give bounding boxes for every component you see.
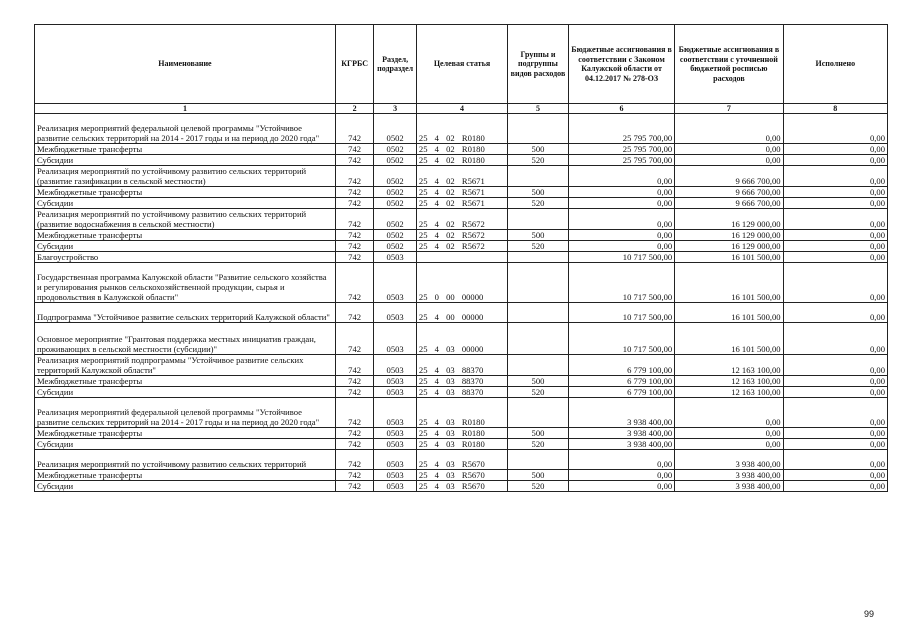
- row-group: [508, 263, 569, 303]
- row-plan: 16 101 500,00: [675, 323, 783, 355]
- row-plan: 0,00: [675, 155, 783, 166]
- col-number: 8: [783, 104, 887, 114]
- table-row: [35, 241, 888, 252]
- row-group: 500: [508, 144, 569, 155]
- row-section: 0503: [374, 439, 417, 450]
- row-done: 0,00: [783, 263, 887, 303]
- row-group: [508, 355, 569, 376]
- row-name: Реализация мероприятий по устойчивому развитию сельских территорий (развитие водоснабжения в сельской местности): [35, 209, 336, 230]
- row-target: 25 4 03 R5670: [416, 481, 507, 492]
- row-law: 3 938 400,00: [568, 439, 674, 450]
- col-number: 3: [374, 104, 417, 114]
- row-target: 25 4 02 R5672: [416, 209, 507, 230]
- row-section: 0502: [374, 166, 417, 187]
- table-row: [35, 470, 888, 481]
- row-law: 0,00: [568, 450, 674, 470]
- header-kgrbs: КГРБС: [335, 25, 373, 104]
- row-target: 25 4 02 R0180: [416, 114, 507, 144]
- row-section: 0503: [374, 303, 417, 323]
- row-section: 0503: [374, 323, 417, 355]
- row-group: [508, 450, 569, 470]
- row-section: 0502: [374, 230, 417, 241]
- table-row: [35, 209, 888, 230]
- row-target: 25 4 03 R5670: [416, 470, 507, 481]
- row-plan: 3 938 400,00: [675, 470, 783, 481]
- row-plan: 0,00: [675, 439, 783, 450]
- row-target: 25 4 02 R5671: [416, 187, 507, 198]
- row-name: Межбюджетные трансферты: [35, 187, 336, 198]
- row-group: 520: [508, 439, 569, 450]
- row-kgrbs: 742: [335, 398, 373, 428]
- col-number: 4: [416, 104, 507, 114]
- row-name: Реализация мероприятий федеральной целевой программы "Устойчивое развитие сельских территорий на 2014 - 2017 годы и на период до 2020 года": [35, 114, 336, 144]
- row-group: [508, 252, 569, 263]
- table-body: [35, 114, 888, 492]
- row-law: 10 717 500,00: [568, 323, 674, 355]
- row-law: 6 779 100,00: [568, 376, 674, 387]
- row-done: 0,00: [783, 209, 887, 230]
- row-kgrbs: 742: [335, 450, 373, 470]
- row-law: 0,00: [568, 241, 674, 252]
- header-target: Целевая статья: [416, 25, 507, 104]
- row-section: 0503: [374, 481, 417, 492]
- row-group: 520: [508, 387, 569, 398]
- row-name: Благоустройство: [35, 252, 336, 263]
- row-name: Реализация мероприятий федеральной целевой программы "Устойчивое развитие сельских территорий на 2014 - 2017 годы и на период до 2020 года": [35, 398, 336, 428]
- row-target: 25 4 03 88370: [416, 355, 507, 376]
- table-row: [35, 198, 888, 209]
- row-plan: 16 101 500,00: [675, 263, 783, 303]
- row-target: 25 4 02 R5671: [416, 198, 507, 209]
- col-number: 7: [675, 104, 783, 114]
- row-law: 25 795 700,00: [568, 144, 674, 155]
- row-section: 0503: [374, 470, 417, 481]
- row-law: 0,00: [568, 198, 674, 209]
- budget-table: [34, 24, 888, 492]
- row-done: 0,00: [783, 481, 887, 492]
- row-law: 0,00: [568, 166, 674, 187]
- row-done: 0,00: [783, 241, 887, 252]
- header-law: Бюджетные ассигнования в соответствии с Законом Калужской области от 04.12.2017 № 278-ОЗ: [568, 25, 674, 104]
- table-row: [35, 166, 888, 187]
- col-number: 5: [508, 104, 569, 114]
- row-name: Субсидии: [35, 481, 336, 492]
- row-group: [508, 166, 569, 187]
- row-name: Межбюджетные трансферты: [35, 376, 336, 387]
- row-plan: 9 666 700,00: [675, 187, 783, 198]
- table-row: [35, 187, 888, 198]
- row-target: 25 0 00 00000: [416, 263, 507, 303]
- row-law: 6 779 100,00: [568, 387, 674, 398]
- row-section: 0503: [374, 252, 417, 263]
- row-kgrbs: 742: [335, 198, 373, 209]
- row-group: 500: [508, 470, 569, 481]
- row-target: 25 4 03 88370: [416, 376, 507, 387]
- header-name: Наименование: [35, 25, 336, 104]
- row-section: 0503: [374, 398, 417, 428]
- row-kgrbs: 742: [335, 481, 373, 492]
- row-kgrbs: 742: [335, 303, 373, 323]
- row-kgrbs: 742: [335, 252, 373, 263]
- row-section: 0503: [374, 387, 417, 398]
- row-done: 0,00: [783, 450, 887, 470]
- header-section: Раздел, подраздел: [374, 25, 417, 104]
- row-section: 0502: [374, 198, 417, 209]
- row-law: 25 795 700,00: [568, 155, 674, 166]
- row-law: 10 717 500,00: [568, 263, 674, 303]
- row-group: [508, 114, 569, 144]
- row-target: 25 4 02 R0180: [416, 144, 507, 155]
- table-row: [35, 439, 888, 450]
- row-name: Реализация мероприятий подпрограммы "Устойчивое развитие сельских территорий Калужской области": [35, 355, 336, 376]
- row-section: 0503: [374, 355, 417, 376]
- row-group: 520: [508, 241, 569, 252]
- row-name: Основное мероприятие "Грантовая поддержка местных инициатив граждан, проживающих в сельской местности (субсидии)": [35, 323, 336, 355]
- row-done: 0,00: [783, 155, 887, 166]
- row-target: 25 4 02 R5671: [416, 166, 507, 187]
- row-kgrbs: 742: [335, 144, 373, 155]
- row-name: Межбюджетные трансферты: [35, 470, 336, 481]
- row-kgrbs: 742: [335, 166, 373, 187]
- row-name: Субсидии: [35, 155, 336, 166]
- row-group: 500: [508, 187, 569, 198]
- table-row: [35, 323, 888, 355]
- row-kgrbs: 742: [335, 187, 373, 198]
- row-kgrbs: 742: [335, 114, 373, 144]
- row-done: 0,00: [783, 470, 887, 481]
- row-law: 0,00: [568, 481, 674, 492]
- row-section: 0502: [374, 187, 417, 198]
- row-law: 0,00: [568, 187, 674, 198]
- row-kgrbs: 742: [335, 470, 373, 481]
- row-plan: 0,00: [675, 398, 783, 428]
- row-target: 25 4 02 R5672: [416, 230, 507, 241]
- row-kgrbs: 742: [335, 376, 373, 387]
- row-plan: 16 129 000,00: [675, 230, 783, 241]
- row-kgrbs: 742: [335, 155, 373, 166]
- col-number: 2: [335, 104, 373, 114]
- row-law: 0,00: [568, 209, 674, 230]
- row-target: 25 4 03 00000: [416, 323, 507, 355]
- row-group: [508, 303, 569, 323]
- row-name: Государственная программа Калужской области "Развитие сельского хозяйства и регулирования рынков сельскохозяйственной продукции, сырья и продовольствия в Калужской области": [35, 263, 336, 303]
- row-law: 0,00: [568, 470, 674, 481]
- row-group: [508, 209, 569, 230]
- row-target: 25 4 03 R0180: [416, 428, 507, 439]
- row-kgrbs: 742: [335, 241, 373, 252]
- row-group: 500: [508, 230, 569, 241]
- row-plan: 3 938 400,00: [675, 450, 783, 470]
- row-name: Субсидии: [35, 387, 336, 398]
- row-target: 25 4 03 88370: [416, 387, 507, 398]
- table-row: [35, 263, 888, 303]
- row-name: Субсидии: [35, 198, 336, 209]
- row-done: 0,00: [783, 323, 887, 355]
- row-target: 25 4 02 R0180: [416, 155, 507, 166]
- row-plan: 3 938 400,00: [675, 481, 783, 492]
- row-group: 500: [508, 428, 569, 439]
- row-kgrbs: 742: [335, 230, 373, 241]
- row-plan: 12 163 100,00: [675, 387, 783, 398]
- table-row: [35, 252, 888, 263]
- row-done: 0,00: [783, 428, 887, 439]
- row-plan: 9 666 700,00: [675, 166, 783, 187]
- row-name: Межбюджетные трансферты: [35, 144, 336, 155]
- row-done: 0,00: [783, 187, 887, 198]
- row-law: 6 779 100,00: [568, 355, 674, 376]
- row-kgrbs: 742: [335, 439, 373, 450]
- table-row: [35, 303, 888, 323]
- row-target: 25 4 00 00000: [416, 303, 507, 323]
- row-group: 520: [508, 481, 569, 492]
- row-law: 10 717 500,00: [568, 252, 674, 263]
- row-plan: 0,00: [675, 428, 783, 439]
- row-done: 0,00: [783, 303, 887, 323]
- row-plan: 0,00: [675, 114, 783, 144]
- row-done: 0,00: [783, 144, 887, 155]
- header-plan: Бюджетные ассигнования в соответствии с уточненной бюджетной росписью расходов: [675, 25, 783, 104]
- row-target: 25 4 02 R5672: [416, 241, 507, 252]
- row-section: 0502: [374, 209, 417, 230]
- row-group: [508, 323, 569, 355]
- table-row: [35, 230, 888, 241]
- row-target: [416, 252, 507, 263]
- row-kgrbs: 742: [335, 209, 373, 230]
- row-group: 500: [508, 376, 569, 387]
- page-number: 99: [864, 609, 875, 619]
- row-done: 0,00: [783, 166, 887, 187]
- row-kgrbs: 742: [335, 323, 373, 355]
- row-target: 25 4 03 R0180: [416, 398, 507, 428]
- row-law: 10 717 500,00: [568, 303, 674, 323]
- row-law: 25 795 700,00: [568, 114, 674, 144]
- row-section: 0502: [374, 114, 417, 144]
- row-target: 25 4 03 R5670: [416, 450, 507, 470]
- row-done: 0,00: [783, 230, 887, 241]
- row-done: 0,00: [783, 114, 887, 144]
- row-section: 0502: [374, 241, 417, 252]
- row-name: Подпрограмма "Устойчивое развитие сельских территорий Калужской области": [35, 303, 336, 323]
- row-section: 0503: [374, 428, 417, 439]
- row-kgrbs: 742: [335, 355, 373, 376]
- row-plan: 9 666 700,00: [675, 198, 783, 209]
- table-row: [35, 428, 888, 439]
- row-kgrbs: 742: [335, 428, 373, 439]
- row-plan: 12 163 100,00: [675, 376, 783, 387]
- table-row: [35, 114, 888, 144]
- table-row: [35, 355, 888, 376]
- row-kgrbs: 742: [335, 387, 373, 398]
- row-done: 0,00: [783, 376, 887, 387]
- row-done: 0,00: [783, 198, 887, 209]
- row-done: 0,00: [783, 355, 887, 376]
- row-plan: 16 101 500,00: [675, 252, 783, 263]
- row-plan: 0,00: [675, 144, 783, 155]
- table-row: [35, 144, 888, 155]
- row-name: Субсидии: [35, 241, 336, 252]
- table-row: [35, 450, 888, 470]
- table-row: [35, 387, 888, 398]
- row-name: Реализация мероприятий по устойчивому развитию сельских территорий: [35, 450, 336, 470]
- row-name: Межбюджетные трансферты: [35, 428, 336, 439]
- row-section: 0502: [374, 155, 417, 166]
- row-done: 0,00: [783, 398, 887, 428]
- row-name: Межбюджетные трансферты: [35, 230, 336, 241]
- table-row: [35, 481, 888, 492]
- row-done: 0,00: [783, 439, 887, 450]
- col-number: 1: [35, 104, 336, 114]
- row-done: 0,00: [783, 252, 887, 263]
- row-law: 0,00: [568, 230, 674, 241]
- row-group: [508, 398, 569, 428]
- row-plan: 16 129 000,00: [675, 209, 783, 230]
- row-section: 0503: [374, 263, 417, 303]
- row-kgrbs: 742: [335, 263, 373, 303]
- row-section: 0502: [374, 144, 417, 155]
- row-plan: 12 163 100,00: [675, 355, 783, 376]
- row-section: 0503: [374, 450, 417, 470]
- row-done: 0,00: [783, 387, 887, 398]
- row-target: 25 4 03 R0180: [416, 439, 507, 450]
- row-group: 520: [508, 198, 569, 209]
- row-law: 3 938 400,00: [568, 428, 674, 439]
- header-group: Группы и подгруппы видов расходов: [508, 25, 569, 104]
- header-done: Исполнено: [783, 25, 887, 104]
- table-row: [35, 398, 888, 428]
- row-law: 3 938 400,00: [568, 398, 674, 428]
- row-name: Реализация мероприятий по устойчивому развитию сельских территорий (развитие газификации в сельской местности): [35, 166, 336, 187]
- col-number: 6: [568, 104, 674, 114]
- row-plan: 16 101 500,00: [675, 303, 783, 323]
- row-group: 520: [508, 155, 569, 166]
- row-section: 0503: [374, 376, 417, 387]
- row-plan: 16 129 000,00: [675, 241, 783, 252]
- table-row: [35, 376, 888, 387]
- table-row: [35, 155, 888, 166]
- row-name: Субсидии: [35, 439, 336, 450]
